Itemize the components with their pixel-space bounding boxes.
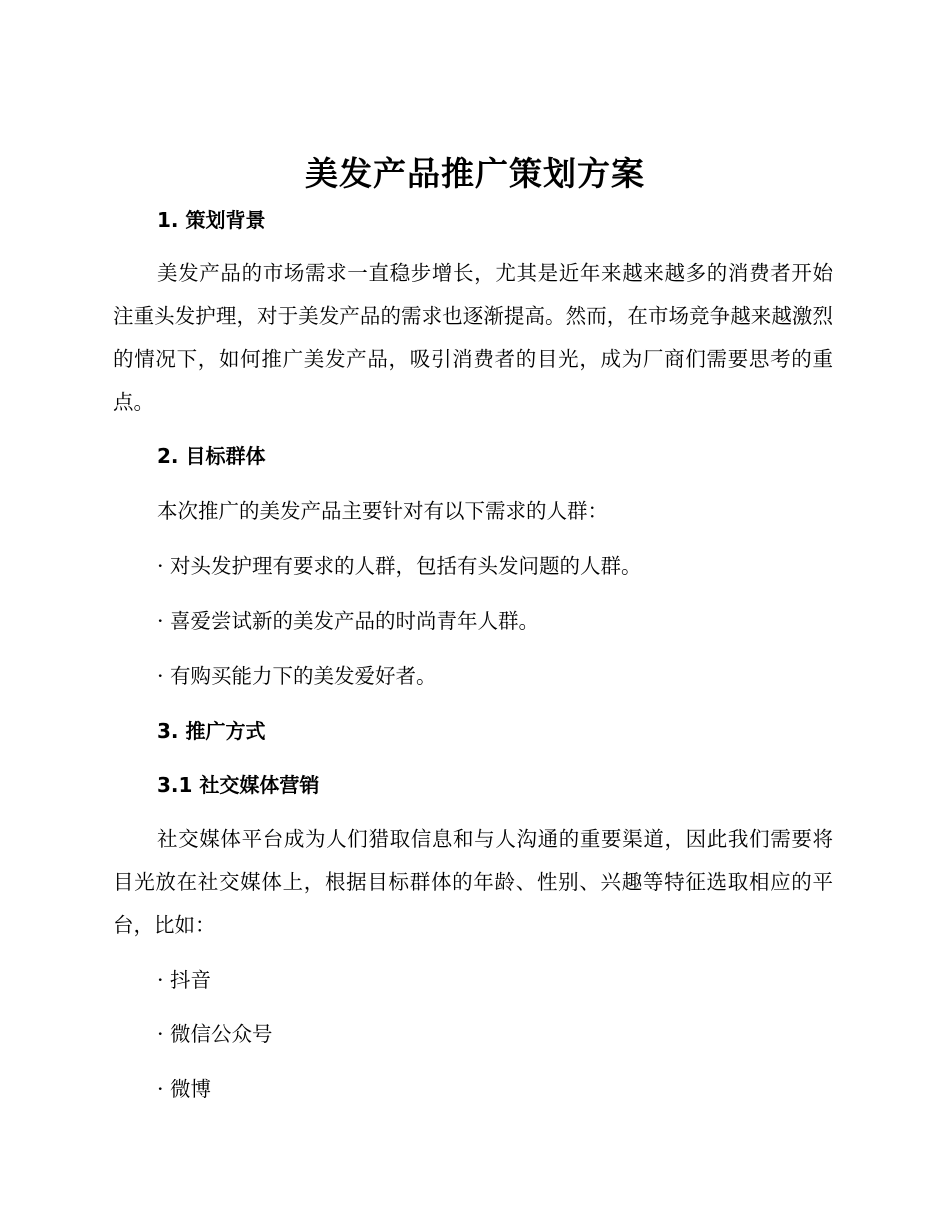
target-group-intro: 本次推广的美发产品主要针对有以下需求的人群： [157,499,608,523]
platform-bullet: · 抖音 [157,968,212,992]
platform-bullet: · 微博 [157,1077,212,1101]
target-group-bullet: · 对头发护理有要求的人群，包括有头发问题的人群。 [157,554,642,578]
target-group-bullet: · 喜爱尝试新的美发产品的时尚青年人群。 [157,609,540,633]
section-heading-background: 1. 策划背景 [157,208,266,232]
background-paragraph: 美发产品的市场需求一直稳步增长，尤其是近年来越来越多的消费者开始注重头发护理，对于美发产品的需求也逐渐提高。然而，在市场竞争越来越激烈的情况下，如何推广美发产品，吸引消费者的目光，成为厂商们需要思考的重点。 [113,261,833,414]
section-heading-social-media: 3.1 社交媒体营销 [157,773,320,797]
section-heading-target-group: 2. 目标群体 [157,444,266,468]
social-media-paragraph: 社交媒体平台成为人们猎取信息和与人沟通的重要渠道，因此我们需要将目光放在社交媒体上，根据目标群体的年龄、性别、兴趣等特征选取相应的平台，比如： [113,827,833,937]
target-group-bullet: · 有购买能力下的美发爱好者。 [157,664,437,688]
platform-bullet: · 微信公众号 [157,1022,273,1046]
document-title: 美发产品推广策划方案 [305,154,645,193]
section-heading-promotion-methods: 3. 推广方式 [157,719,266,743]
